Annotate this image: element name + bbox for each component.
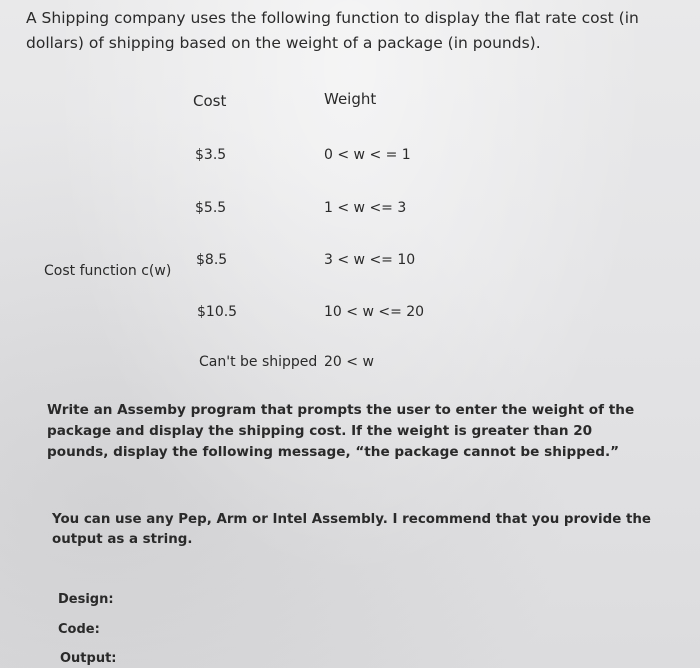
weight-cell: 20 < w [324, 354, 374, 370]
cost-cell: $10.5 [197, 304, 238, 320]
cost-cell: Can't be shipped [199, 354, 318, 370]
cost-column-header: Cost [193, 92, 227, 110]
weight-cell: 3 < w <= 10 [324, 252, 416, 268]
instructions-paragraph: Write an Assemby program that prompts the user to enter the weight of the package and display the shipping cost. If the weight is greater than 20 pounds, display the following message, “the package cannot be shipped.” [47, 402, 635, 460]
intro-paragraph: A Shipping company uses the following function to display the flat rate cost (in dollars) of shipping based on the weight of a package (in pounds). [26, 9, 639, 52]
cost-cell: $3.5 [195, 147, 227, 163]
cost-cell: $5.5 [195, 200, 227, 216]
weight-column-header: Weight [324, 90, 377, 108]
assembly-note: You can use any Pep, Arm or Intel Assembly. I recommend that you provide the output as a string. [52, 512, 651, 547]
design-label: Design: [58, 592, 114, 607]
cost-function-label: Cost function c(w) [44, 263, 172, 279]
weight-cell: 0 < w < = 1 [324, 147, 411, 163]
weight-cell: 1 < w <= 3 [324, 200, 407, 216]
output-label: Output: [60, 651, 117, 666]
weight-cell: 10 < w <= 20 [324, 304, 425, 320]
cost-cell: $8.5 [196, 252, 228, 268]
code-label: Code: [58, 622, 100, 637]
